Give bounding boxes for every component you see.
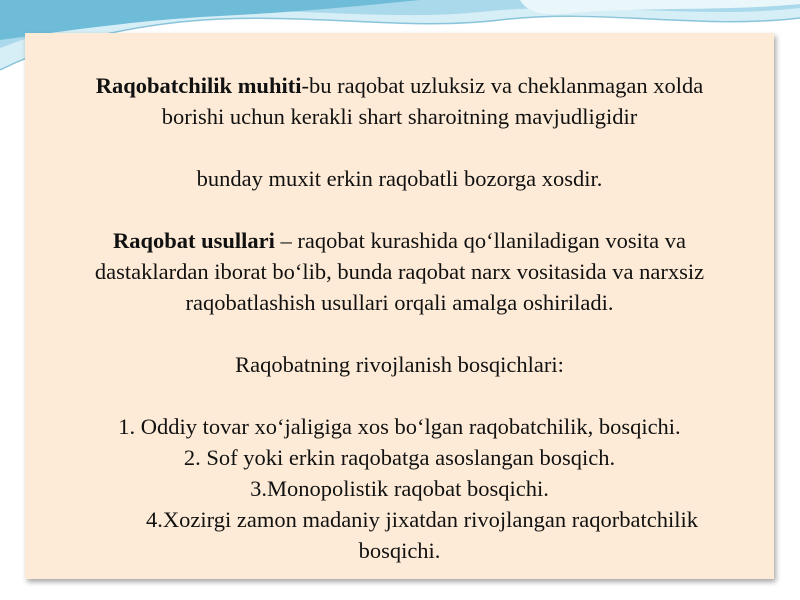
stages-heading: Raqobatning rivojlanish bosqichlari: xyxy=(235,352,564,377)
definition-text-line2: borishi uchun kerakli shart sharoitning mavjudligidir xyxy=(161,104,638,129)
definition-competition-methods xyxy=(25,225,774,256)
stage-item-4-continued: bosqichi. xyxy=(358,538,441,563)
term-competitive-environment: Raqobatchilik muhiti xyxy=(95,73,302,98)
methods-text-line2: dastaklardan iborat bo‘lib, bunda raqobat narx vositasida va narxsiz xyxy=(94,259,705,284)
stage-item-2: 2. Sof yoki erkin raqobatga asoslangan bosqich. xyxy=(183,445,616,470)
methods-text-line1: – raqobat kurashida qo‘llaniladigan vosita va xyxy=(274,228,687,253)
spacer xyxy=(25,318,774,349)
spacer xyxy=(25,380,774,411)
term-competition-methods: Raqobat usullari xyxy=(112,228,275,253)
stage-item-3: 3.Monopolistik raqobat bosqichi. xyxy=(250,476,549,501)
spacer xyxy=(25,194,774,225)
content-card xyxy=(25,33,774,579)
spacer xyxy=(25,132,774,163)
slide-text xyxy=(25,70,774,566)
stage-item-4: 4.Xozirgi zamon madaniy jixatdan rivojlangan raqorbatchilik xyxy=(146,507,698,532)
methods-text-line3: raqobatlashish usullari orqali amalga oshiriladi. xyxy=(185,290,614,315)
environment-note: bunday muxit erkin raqobatli bozorga xosdir. xyxy=(196,166,603,191)
definition-competitive-environment xyxy=(25,70,774,101)
stage-item-1: 1. Oddiy tovar xo‘jaligiga xos bo‘lgan raqobatchilik, bosqichi. xyxy=(118,414,681,439)
definition-text-line1: -bu raqobat uzluksiz va cheklanmagan xolda xyxy=(301,73,704,98)
